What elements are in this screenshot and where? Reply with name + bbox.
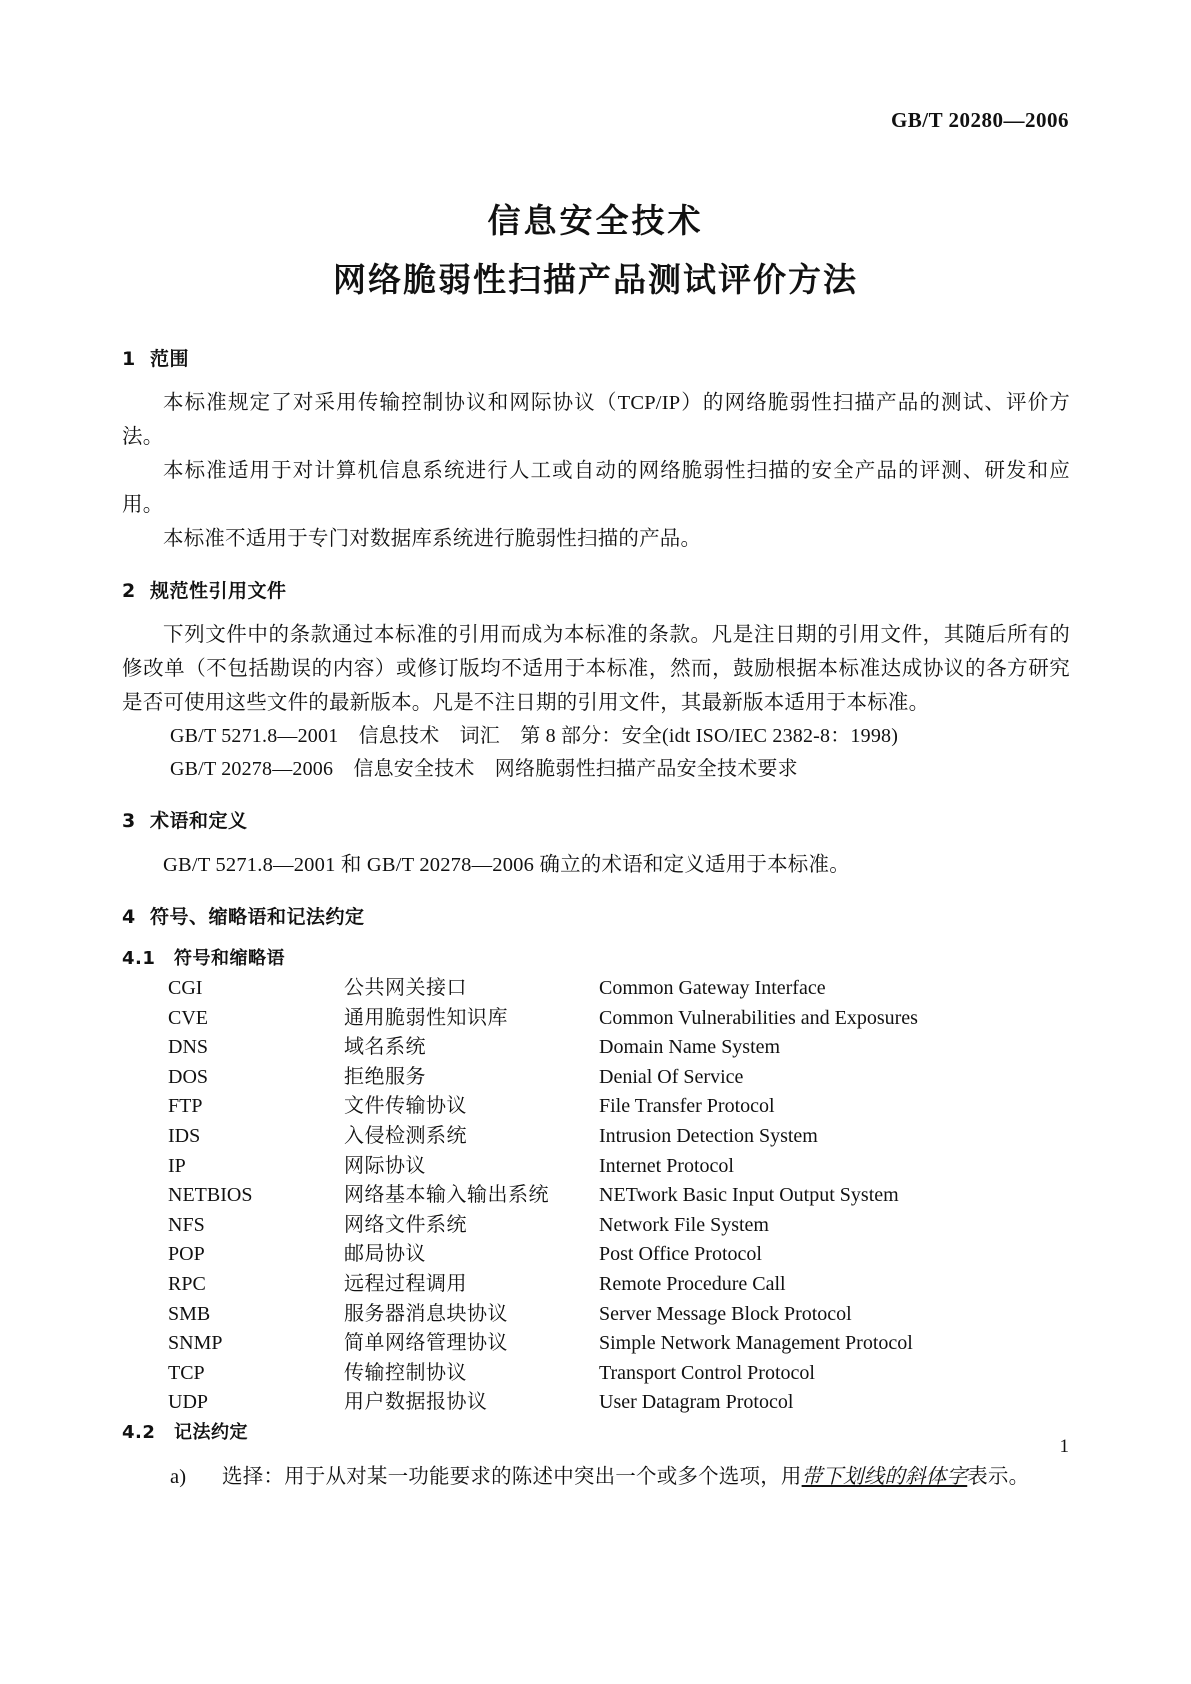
clause-3-heading [122, 806, 1070, 836]
clause-2-number: 2 [122, 580, 136, 602]
abbr-chinese: 简单网络管理协议 [344, 1332, 508, 1355]
abbr-code: IDS [168, 1124, 201, 1147]
table-row [168, 1270, 918, 1300]
list-item-text-after: 表示。 [967, 1465, 1030, 1488]
abbr-english: Remote Procedure Call [599, 1272, 786, 1295]
clause-4-heading [122, 902, 1070, 932]
clause-1-heading [122, 344, 1070, 374]
list-item-text-before: 选择：用于从对某一功能要求的陈述中突出一个或多个选项，用 [222, 1465, 802, 1488]
abbreviations-table [168, 974, 918, 1418]
abbr-code: CGI [168, 977, 203, 999]
abbr-code: FTP [168, 1095, 203, 1118]
list-item-marker: a) [170, 1465, 187, 1488]
list-item [122, 1460, 1070, 1494]
normative-ref-item: GB/T 5271.8—2001 信息技术 词汇 第 8 部分：安全(idt ISO/IEC 2382-8：1998) [170, 725, 899, 747]
table-row [168, 1211, 918, 1241]
abbr-chinese: 入侵检测系统 [344, 1124, 467, 1147]
normative-refs-paragraph: 下列文件中的条款通过本标准的引用而成为本标准的条款。凡是注日期的引用文件，其随后所有的修改单（不包括勘误的内容）或修订版均不适用于本标准，然而，鼓励根据本标准达成协议的各方研究是否可使用这些文件的最新版本。凡是不注日期的引用文件，其最新版本适用于本标准。 [122, 624, 1070, 714]
subclause-4-2-number: 4.2 [122, 1421, 156, 1443]
document-title [0, 198, 1191, 308]
abbr-english: Common Vulnerabilities and Exposures [599, 1006, 918, 1029]
abbr-code: RPC [168, 1272, 206, 1295]
document-body [122, 344, 1070, 1494]
abbr-chinese: 网际协议 [344, 1154, 426, 1177]
abbr-english: NETwork Basic Input Output System [599, 1184, 899, 1207]
abbr-chinese: 文件传输协议 [344, 1095, 467, 1118]
table-row [168, 1359, 918, 1389]
terms-paragraph: GB/T 5271.8—2001 和 GB/T 20278—2006 确立的术语和定义适用于本标准。 [163, 854, 850, 876]
abbr-code: NETBIOS [168, 1184, 253, 1207]
title-line-2: 网络脆弱性扫描产品测试评价方法 [333, 260, 858, 299]
abbr-chinese: 传输控制协议 [344, 1361, 467, 1384]
table-row [168, 1122, 918, 1152]
abbr-english: File Transfer Protocol [599, 1095, 775, 1118]
clause-4-number: 4 [122, 906, 136, 928]
subclause-4-2-title: 记法约定 [174, 1421, 248, 1443]
abbr-chinese: 服务器消息块协议 [344, 1302, 508, 1325]
abbr-chinese: 域名系统 [344, 1036, 426, 1059]
abbr-chinese: 网络文件系统 [344, 1213, 467, 1236]
clause-3-number: 3 [122, 810, 136, 832]
abbr-chinese: 用户数据报协议 [344, 1391, 488, 1414]
subclause-4-1-heading [122, 944, 1070, 974]
abbr-code: DNS [168, 1036, 209, 1059]
abbr-chinese: 公共网关接口 [344, 977, 467, 999]
abbr-english: Transport Control Protocol [599, 1361, 815, 1384]
abbr-english: Domain Name System [599, 1036, 781, 1059]
table-row [168, 1181, 918, 1211]
list-item-emphasis: 带下划线的斜体字 [801, 1465, 968, 1488]
abbr-code: NFS [168, 1213, 205, 1236]
abbr-english: Server Message Block Protocol [599, 1302, 852, 1325]
abbr-code: SMB [168, 1302, 211, 1325]
running-header-standard-number: GB/T 20280—2006 [890, 108, 1069, 132]
scope-paragraph-3: 本标准不适用于专门对数据库系统进行脆弱性扫描的产品。 [163, 528, 702, 550]
abbr-chinese: 远程过程调用 [344, 1272, 467, 1295]
abbr-chinese: 拒绝服务 [344, 1065, 426, 1088]
scope-paragraph-2: 本标准适用于对计算机信息系统进行人工或自动的网络脆弱性扫描的安全产品的评测、研发和应用。 [122, 460, 1070, 516]
abbr-chinese: 邮局协议 [344, 1243, 426, 1266]
abbr-code: POP [168, 1243, 205, 1266]
table-row [168, 1240, 918, 1270]
table-row [168, 1033, 918, 1063]
clause-2-title: 规范性引用文件 [150, 580, 287, 602]
clause-4-title: 符号、缩略语和记法约定 [150, 906, 365, 928]
abbr-code: TCP [168, 1361, 205, 1384]
abbr-chinese: 通用脆弱性知识库 [344, 1006, 508, 1029]
abbr-code: IP [168, 1154, 186, 1177]
subclause-4-1-title: 符号和缩略语 [174, 948, 285, 969]
table-row [168, 1300, 918, 1330]
clause-2-heading [122, 576, 1070, 606]
abbr-english: Intrusion Detection System [599, 1124, 818, 1147]
abbr-english: User Datagram Protocol [599, 1391, 794, 1414]
clause-1-title: 范围 [150, 348, 190, 370]
table-row [168, 1004, 918, 1034]
clause-3-title: 术语和定义 [150, 810, 248, 832]
list-item-text [222, 1460, 1029, 1494]
abbr-english: Network File System [599, 1213, 769, 1236]
abbr-english: Common Gateway Interface [599, 977, 826, 999]
scope-paragraph-1: 本标准规定了对采用传输控制协议和网际协议（TCP/IP）的网络脆弱性扫描产品的测试、评价方法。 [122, 392, 1070, 448]
table-row [168, 1388, 918, 1418]
abbr-english: Denial Of Service [599, 1065, 744, 1088]
abbr-code: CVE [168, 1006, 208, 1029]
table-row [168, 1152, 918, 1182]
abbr-chinese: 网络基本输入输出系统 [344, 1184, 549, 1207]
abbr-english: Post Office Protocol [599, 1243, 762, 1266]
title-line-1: 信息安全技术 [487, 201, 704, 240]
abbr-code: DOS [168, 1065, 209, 1088]
abbr-code: UDP [168, 1391, 209, 1414]
table-row [168, 1329, 918, 1359]
abbr-english: Simple Network Management Protocol [599, 1332, 913, 1355]
subclause-4-1-number: 4.1 [122, 948, 156, 969]
table-row [168, 1092, 918, 1122]
abbr-code: SNMP [168, 1332, 223, 1355]
abbr-english: Internet Protocol [599, 1154, 734, 1177]
page-number: 1 [1059, 1436, 1069, 1457]
abbreviations-table-body [168, 974, 918, 1418]
clause-1-number: 1 [122, 348, 136, 370]
subclause-4-2-heading [122, 1418, 1070, 1448]
normative-ref-item: GB/T 20278—2006 信息安全技术 网络脆弱性扫描产品安全技术要求 [170, 758, 798, 780]
table-row [168, 1063, 918, 1093]
table-row [168, 974, 918, 1004]
